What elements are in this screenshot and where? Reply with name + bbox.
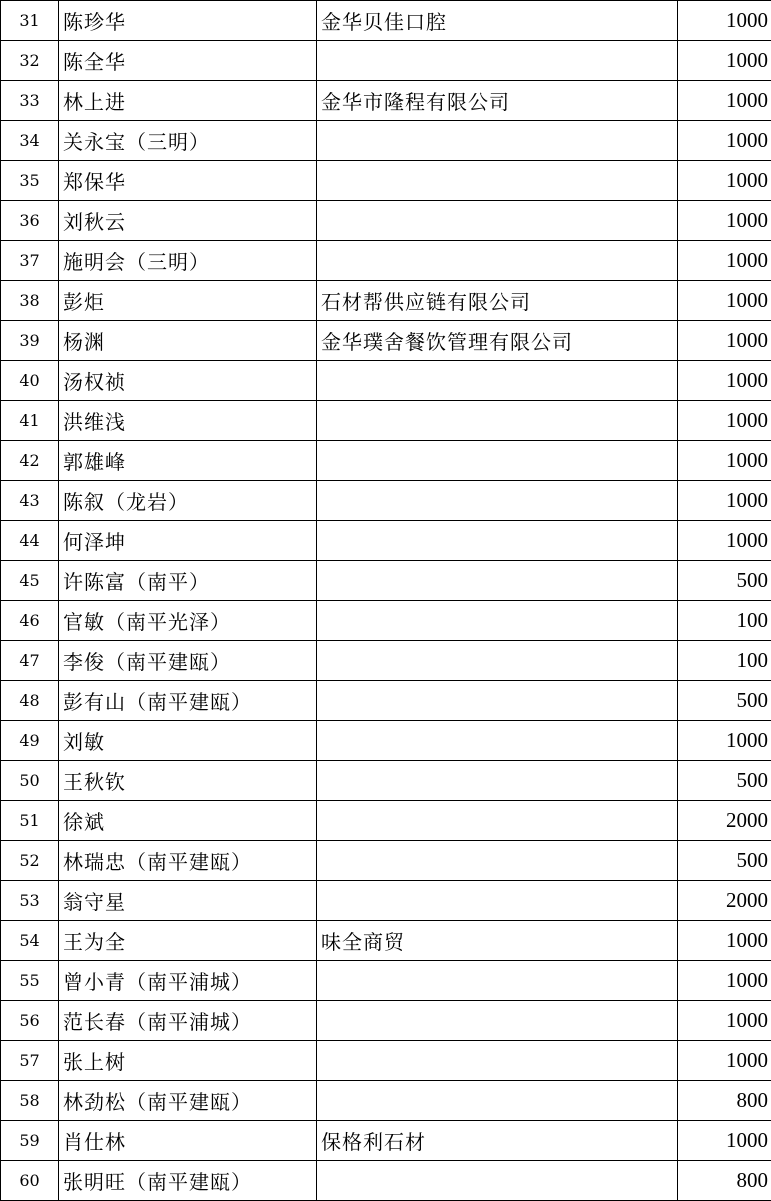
organization-cell	[317, 201, 678, 241]
amount-cell: 1000	[678, 321, 771, 361]
amount-cell: 1000	[678, 401, 771, 441]
row-number-cell: 34	[1, 121, 59, 161]
organization-cell	[317, 441, 678, 481]
table-row	[1, 481, 771, 521]
donor-name-cell: 翁守星	[59, 881, 317, 921]
donor-name-cell: 张明旺（南平建瓯）	[59, 1161, 317, 1201]
table-row	[1, 881, 771, 921]
row-number-cell: 38	[1, 281, 59, 321]
row-number-cell: 41	[1, 401, 59, 441]
amount-cell: 500	[678, 841, 771, 881]
organization-cell	[317, 1161, 678, 1201]
table-row	[1, 1041, 771, 1081]
table-row	[1, 401, 771, 441]
organization-cell	[317, 121, 678, 161]
table-row	[1, 1081, 771, 1121]
amount-cell: 1000	[678, 1001, 771, 1041]
donor-name-cell: 何泽坤	[59, 521, 317, 561]
row-number-cell: 42	[1, 441, 59, 481]
table-row	[1, 1161, 771, 1201]
table-row	[1, 121, 771, 161]
donor-name-cell: 林劲松（南平建瓯）	[59, 1081, 317, 1121]
row-number-cell: 36	[1, 201, 59, 241]
row-number-cell: 40	[1, 361, 59, 401]
organization-cell	[317, 361, 678, 401]
amount-cell: 1000	[678, 721, 771, 761]
amount-cell: 100	[678, 601, 771, 641]
donor-name-cell: 许陈富（南平）	[59, 561, 317, 601]
row-number-cell: 57	[1, 1041, 59, 1081]
row-number-cell: 59	[1, 1121, 59, 1161]
donor-name-cell: 范长春（南平浦城）	[59, 1001, 317, 1041]
amount-cell: 1000	[678, 441, 771, 481]
organization-cell: 金华市隆程有限公司	[317, 81, 678, 121]
organization-cell	[317, 641, 678, 681]
donor-name-cell: 王为全	[59, 921, 317, 961]
donor-name-cell: 陈叙（龙岩）	[59, 481, 317, 521]
donor-name-cell: 杨渊	[59, 321, 317, 361]
amount-cell: 1000	[678, 281, 771, 321]
donor-name-cell: 刘秋云	[59, 201, 317, 241]
table-row	[1, 1, 771, 41]
donor-name-cell: 郭雄峰	[59, 441, 317, 481]
organization-cell: 金华贝佳口腔	[317, 1, 678, 41]
table-row	[1, 1001, 771, 1041]
row-number-cell: 32	[1, 41, 59, 81]
amount-cell: 1000	[678, 201, 771, 241]
organization-cell	[317, 401, 678, 441]
row-number-cell: 58	[1, 1081, 59, 1121]
donor-name-cell: 汤权祯	[59, 361, 317, 401]
amount-cell: 100	[678, 641, 771, 681]
organization-cell	[317, 1081, 678, 1121]
organization-cell	[317, 561, 678, 601]
organization-cell	[317, 881, 678, 921]
organization-cell	[317, 801, 678, 841]
table-row	[1, 801, 771, 841]
donor-name-cell: 郑保华	[59, 161, 317, 201]
row-number-cell: 47	[1, 641, 59, 681]
row-number-cell: 60	[1, 1161, 59, 1201]
row-number-cell: 46	[1, 601, 59, 641]
organization-cell	[317, 41, 678, 81]
row-number-cell: 44	[1, 521, 59, 561]
table-row	[1, 1121, 771, 1161]
donor-name-cell: 林瑞忠（南平建瓯）	[59, 841, 317, 881]
donation-table-body	[1, 1, 771, 1201]
amount-cell: 1000	[678, 521, 771, 561]
table-row	[1, 41, 771, 81]
table-row	[1, 721, 771, 761]
donor-name-cell: 张上树	[59, 1041, 317, 1081]
organization-cell	[317, 841, 678, 881]
organization-cell: 味全商贸	[317, 921, 678, 961]
row-number-cell: 54	[1, 921, 59, 961]
table-row	[1, 361, 771, 401]
table-row	[1, 81, 771, 121]
donor-name-cell: 刘敏	[59, 721, 317, 761]
amount-cell: 1000	[678, 1121, 771, 1161]
row-number-cell: 56	[1, 1001, 59, 1041]
amount-cell: 1000	[678, 361, 771, 401]
row-number-cell: 52	[1, 841, 59, 881]
table-row	[1, 601, 771, 641]
organization-cell: 石材帮供应链有限公司	[317, 281, 678, 321]
table-row	[1, 241, 771, 281]
amount-cell: 800	[678, 1161, 771, 1201]
amount-cell: 500	[678, 561, 771, 601]
table-row	[1, 961, 771, 1001]
table-row	[1, 161, 771, 201]
donor-name-cell: 施明会（三明）	[59, 241, 317, 281]
row-number-cell: 45	[1, 561, 59, 601]
organization-cell	[317, 721, 678, 761]
table-row	[1, 841, 771, 881]
donor-name-cell: 王秋钦	[59, 761, 317, 801]
amount-cell: 1000	[678, 1, 771, 41]
donor-name-cell: 彭炬	[59, 281, 317, 321]
donor-name-cell: 陈全华	[59, 41, 317, 81]
donor-name-cell: 官敏（南平光泽）	[59, 601, 317, 641]
donor-name-cell: 肖仕林	[59, 1121, 317, 1161]
amount-cell: 1000	[678, 121, 771, 161]
amount-cell: 1000	[678, 241, 771, 281]
table-row	[1, 281, 771, 321]
organization-cell	[317, 161, 678, 201]
table-row	[1, 201, 771, 241]
table-row	[1, 561, 771, 601]
row-number-cell: 37	[1, 241, 59, 281]
donor-name-cell: 关永宝（三明）	[59, 121, 317, 161]
row-number-cell: 31	[1, 1, 59, 41]
organization-cell	[317, 961, 678, 1001]
organization-cell	[317, 1041, 678, 1081]
row-number-cell: 35	[1, 161, 59, 201]
donor-name-cell: 洪维浅	[59, 401, 317, 441]
row-number-cell: 39	[1, 321, 59, 361]
organization-cell	[317, 241, 678, 281]
row-number-cell: 49	[1, 721, 59, 761]
organization-cell	[317, 761, 678, 801]
row-number-cell: 43	[1, 481, 59, 521]
amount-cell: 1000	[678, 1041, 771, 1081]
amount-cell: 1000	[678, 481, 771, 521]
donor-name-cell: 徐斌	[59, 801, 317, 841]
row-number-cell: 53	[1, 881, 59, 921]
amount-cell: 1000	[678, 961, 771, 1001]
amount-cell: 500	[678, 681, 771, 721]
table-row	[1, 521, 771, 561]
organization-cell: 金华璞舍餐饮管理有限公司	[317, 321, 678, 361]
row-number-cell: 55	[1, 961, 59, 1001]
donor-name-cell: 彭有山（南平建瓯）	[59, 681, 317, 721]
amount-cell: 2000	[678, 881, 771, 921]
amount-cell: 800	[678, 1081, 771, 1121]
organization-cell	[317, 681, 678, 721]
row-number-cell: 33	[1, 81, 59, 121]
donor-name-cell: 林上进	[59, 81, 317, 121]
donor-name-cell: 李俊（南平建瓯）	[59, 641, 317, 681]
donor-name-cell: 曾小青（南平浦城）	[59, 961, 317, 1001]
table-row	[1, 921, 771, 961]
organization-cell	[317, 1001, 678, 1041]
amount-cell: 500	[678, 761, 771, 801]
table-row	[1, 681, 771, 721]
amount-cell: 2000	[678, 801, 771, 841]
donor-name-cell: 陈珍华	[59, 1, 317, 41]
amount-cell: 1000	[678, 921, 771, 961]
table-row	[1, 321, 771, 361]
organization-cell	[317, 521, 678, 561]
table-row	[1, 441, 771, 481]
amount-cell: 1000	[678, 161, 771, 201]
organization-cell	[317, 481, 678, 521]
table-row	[1, 641, 771, 681]
table-row	[1, 761, 771, 801]
amount-cell: 1000	[678, 41, 771, 81]
organization-cell	[317, 601, 678, 641]
row-number-cell: 50	[1, 761, 59, 801]
row-number-cell: 51	[1, 801, 59, 841]
row-number-cell: 48	[1, 681, 59, 721]
amount-cell: 1000	[678, 81, 771, 121]
organization-cell: 保格利石材	[317, 1121, 678, 1161]
